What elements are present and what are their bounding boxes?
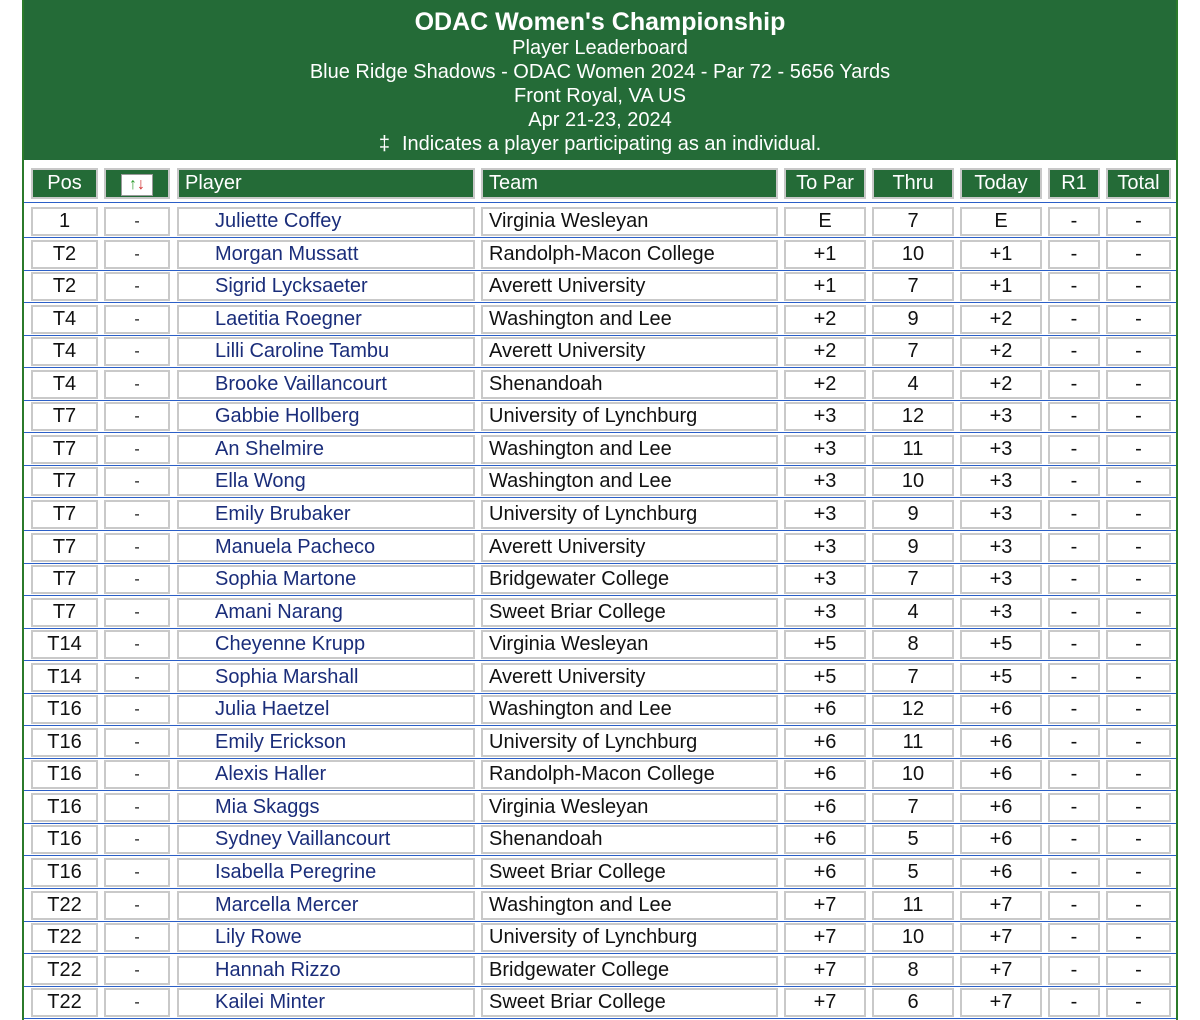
individual-note (24, 132, 1176, 156)
col-header-r1[interactable]: R1 (1048, 168, 1100, 199)
pos-cell: T2 (31, 272, 98, 301)
topar-cell: +1 (784, 272, 866, 301)
today-cell: +6 (960, 760, 1042, 789)
pos-cell: T16 (31, 858, 98, 887)
topar-cell: +7 (784, 988, 866, 1017)
pos-cell: T4 (31, 305, 98, 334)
today-cell: +7 (960, 956, 1042, 985)
pos-cell: T16 (31, 825, 98, 854)
topar-cell: +6 (784, 728, 866, 757)
thru-cell: 10 (872, 240, 954, 269)
team-cell: University of Lynchburg (481, 500, 778, 529)
player-link[interactable]: Brooke Vaillancourt (177, 370, 475, 399)
topar-cell: +5 (784, 663, 866, 692)
pos-cell: T16 (31, 760, 98, 789)
player-link[interactable]: Emily Brubaker (177, 500, 475, 529)
total-cell: - (1106, 760, 1171, 789)
pos-cell: T22 (31, 923, 98, 952)
thru-cell: 10 (872, 760, 954, 789)
col-header-trend[interactable] (104, 168, 170, 199)
team-cell: Bridgewater College (481, 956, 778, 985)
thru-cell: 10 (872, 467, 954, 496)
player-link[interactable]: Marcella Mercer (177, 891, 475, 920)
total-cell: - (1106, 272, 1171, 301)
thru-cell: 9 (872, 305, 954, 334)
row-divider (24, 237, 1176, 238)
topar-cell: +5 (784, 630, 866, 659)
team-cell: Sweet Briar College (481, 598, 778, 627)
header-divider (24, 202, 1176, 203)
r1-cell: - (1048, 467, 1100, 496)
r1-cell: - (1048, 728, 1100, 757)
today-cell: +3 (960, 467, 1042, 496)
today-cell: +7 (960, 891, 1042, 920)
r1-cell: - (1048, 240, 1100, 269)
today-cell: +6 (960, 728, 1042, 757)
player-link[interactable]: Alexis Haller (177, 760, 475, 789)
trend-cell: - (104, 956, 170, 985)
total-cell: - (1106, 305, 1171, 334)
trend-arrows-icon: ↑↓ (121, 174, 153, 196)
player-link[interactable]: Laetitia Roegner (177, 305, 475, 334)
row-divider (24, 888, 1176, 889)
trend-cell: - (104, 467, 170, 496)
trend-cell: - (104, 923, 170, 952)
topar-cell: +6 (784, 793, 866, 822)
r1-cell: - (1048, 370, 1100, 399)
team-cell: Randolph-Macon College (481, 240, 778, 269)
pos-cell: T7 (31, 500, 98, 529)
team-cell: Sweet Briar College (481, 988, 778, 1017)
total-cell: - (1106, 923, 1171, 952)
today-cell: +3 (960, 402, 1042, 431)
thru-cell: 6 (872, 988, 954, 1017)
total-cell: - (1106, 207, 1171, 236)
total-cell: - (1106, 500, 1171, 529)
total-cell: - (1106, 402, 1171, 431)
row-divider (24, 465, 1176, 466)
trend-cell: - (104, 402, 170, 431)
today-cell: +2 (960, 370, 1042, 399)
player-link[interactable]: Sigrid Lycksaeter (177, 272, 475, 301)
trend-cell: - (104, 500, 170, 529)
row-divider (24, 855, 1176, 856)
player-link[interactable]: Amani Narang (177, 598, 475, 627)
trend-cell: - (104, 533, 170, 562)
pos-cell: T7 (31, 435, 98, 464)
thru-cell: 11 (872, 728, 954, 757)
pos-cell: T22 (31, 956, 98, 985)
team-cell: Shenandoah (481, 370, 778, 399)
leaderboard-container (22, 0, 1178, 1020)
r1-cell: - (1048, 825, 1100, 854)
player-link[interactable]: Sophia Marshall (177, 663, 475, 692)
location: Front Royal, VA US (514, 85, 686, 107)
row-divider (24, 986, 1176, 987)
thru-cell: 9 (872, 500, 954, 529)
pos-cell: T16 (31, 728, 98, 757)
team-cell: Virginia Wesleyan (481, 207, 778, 236)
r1-cell: - (1048, 207, 1100, 236)
thru-cell: 12 (872, 695, 954, 724)
total-cell: - (1106, 663, 1171, 692)
topar-cell: +3 (784, 467, 866, 496)
thru-cell: 7 (872, 663, 954, 692)
pos-cell: T4 (31, 370, 98, 399)
trend-cell: - (104, 370, 170, 399)
row-divider (24, 823, 1176, 824)
player-link[interactable]: Lilli Caroline Tambu (177, 337, 475, 366)
topar-cell: +6 (784, 825, 866, 854)
pos-cell: T2 (31, 240, 98, 269)
today-cell: +3 (960, 435, 1042, 464)
team-cell: Washington and Lee (481, 467, 778, 496)
today-cell: +6 (960, 858, 1042, 887)
row-divider (24, 335, 1176, 336)
pos-cell: T22 (31, 988, 98, 1017)
topar-cell: E (784, 207, 866, 236)
topar-cell: +3 (784, 533, 866, 562)
pos-cell: T22 (31, 891, 98, 920)
team-cell: Averett University (481, 337, 778, 366)
pos-cell: 1 (31, 207, 98, 236)
today-cell: +3 (960, 500, 1042, 529)
row-divider (24, 563, 1176, 564)
player-link[interactable]: Sophia Martone (177, 565, 475, 594)
total-cell: - (1106, 988, 1171, 1017)
total-cell: - (1106, 565, 1171, 594)
topar-cell: +3 (784, 598, 866, 627)
today-cell: +3 (960, 565, 1042, 594)
total-cell: - (1106, 695, 1171, 724)
thru-cell: 5 (872, 825, 954, 854)
player-link[interactable]: Ella Wong (177, 467, 475, 496)
trend-cell: - (104, 858, 170, 887)
col-header-topar[interactable]: To Par (784, 168, 866, 199)
player-link[interactable]: Manuela Pacheco (177, 533, 475, 562)
topar-cell: +7 (784, 891, 866, 920)
player-link[interactable]: Julia Haetzel (177, 695, 475, 724)
r1-cell: - (1048, 663, 1100, 692)
trend-cell: - (104, 760, 170, 789)
today-cell: +2 (960, 337, 1042, 366)
row-divider (24, 758, 1176, 759)
r1-cell: - (1048, 337, 1100, 366)
topar-cell: +7 (784, 923, 866, 952)
r1-cell: - (1048, 793, 1100, 822)
course-info: Blue Ridge Shadows - ODAC Women 2024 - Par 72 - 5656 Yards (309, 61, 891, 83)
thru-cell: 4 (872, 370, 954, 399)
total-cell: - (1106, 533, 1171, 562)
player-link[interactable]: Hannah Rizzo (177, 956, 475, 985)
topar-cell: +2 (784, 370, 866, 399)
team-cell: Averett University (481, 272, 778, 301)
team-cell: Sweet Briar College (481, 858, 778, 887)
today-cell: +1 (960, 272, 1042, 301)
topar-cell: +2 (784, 337, 866, 366)
right-background-strip (1178, 0, 1200, 1020)
r1-cell: - (1048, 565, 1100, 594)
pos-cell: T7 (31, 565, 98, 594)
row-divider (24, 432, 1176, 433)
today-cell: +6 (960, 825, 1042, 854)
today-cell: +7 (960, 988, 1042, 1017)
row-divider (24, 367, 1176, 368)
r1-cell: - (1048, 695, 1100, 724)
player-link[interactable]: Lily Rowe (177, 923, 475, 952)
total-cell: - (1106, 728, 1171, 757)
trend-cell: - (104, 663, 170, 692)
trend-cell: - (104, 728, 170, 757)
total-cell: - (1106, 630, 1171, 659)
individual-note-text: Indicates a player participating as an individual. (401, 133, 822, 155)
team-cell: Virginia Wesleyan (481, 793, 778, 822)
player-link[interactable]: Gabbie Hollberg (177, 402, 475, 431)
today-cell: +7 (960, 923, 1042, 952)
team-cell: Washington and Lee (481, 891, 778, 920)
topar-cell: +6 (784, 858, 866, 887)
total-cell: - (1106, 240, 1171, 269)
r1-cell: - (1048, 598, 1100, 627)
leaderboard-header (24, 0, 1176, 160)
topar-cell: +1 (784, 240, 866, 269)
team-cell: University of Lynchburg (481, 728, 778, 757)
player-link[interactable]: Cheyenne Krupp (177, 630, 475, 659)
thru-cell: 11 (872, 891, 954, 920)
r1-cell: - (1048, 500, 1100, 529)
total-cell: - (1106, 858, 1171, 887)
topar-cell: +7 (784, 956, 866, 985)
thru-cell: 7 (872, 793, 954, 822)
thru-cell: 8 (872, 956, 954, 985)
topar-cell: +3 (784, 565, 866, 594)
r1-cell: - (1048, 923, 1100, 952)
total-cell: - (1106, 825, 1171, 854)
player-link[interactable]: An Shelmire (177, 435, 475, 464)
today-cell: +2 (960, 305, 1042, 334)
thru-cell: 5 (872, 858, 954, 887)
pos-cell: T16 (31, 695, 98, 724)
r1-cell: - (1048, 760, 1100, 789)
today-cell: +6 (960, 695, 1042, 724)
thru-cell: 10 (872, 923, 954, 952)
row-divider (24, 725, 1176, 726)
row-divider (24, 628, 1176, 629)
trend-cell: - (104, 891, 170, 920)
trend-cell: - (104, 272, 170, 301)
col-header-team[interactable]: Team (481, 168, 778, 199)
topar-cell: +3 (784, 402, 866, 431)
r1-cell: - (1048, 988, 1100, 1017)
leaderboard-subtitle: Player Leaderboard (512, 37, 688, 59)
trend-cell: - (104, 565, 170, 594)
team-cell: Averett University (481, 533, 778, 562)
total-cell: - (1106, 793, 1171, 822)
today-cell: E (960, 207, 1042, 236)
player-link[interactable]: Emily Erickson (177, 728, 475, 757)
player-link[interactable]: Sydney Vaillancourt (177, 825, 475, 854)
col-header-thru[interactable]: Thru (872, 168, 954, 199)
col-header-pos[interactable]: Pos (31, 168, 98, 199)
thru-cell: 7 (872, 207, 954, 236)
player-link[interactable]: Morgan Mussatt (177, 240, 475, 269)
total-cell: - (1106, 598, 1171, 627)
player-link[interactable]: Mia Skaggs (177, 793, 475, 822)
tournament-title: ODAC Women's Championship (414, 8, 786, 36)
total-cell: - (1106, 956, 1171, 985)
team-cell: University of Lynchburg (481, 923, 778, 952)
trend-cell: - (104, 207, 170, 236)
r1-cell: - (1048, 435, 1100, 464)
pos-cell: T14 (31, 630, 98, 659)
today-cell: +6 (960, 793, 1042, 822)
team-cell: Bridgewater College (481, 565, 778, 594)
team-cell: Shenandoah (481, 825, 778, 854)
team-cell: Averett University (481, 663, 778, 692)
player-link[interactable]: Kailei Minter (177, 988, 475, 1017)
team-cell: Washington and Lee (481, 305, 778, 334)
row-divider (24, 595, 1176, 596)
row-divider (24, 497, 1176, 498)
pos-cell: T7 (31, 533, 98, 562)
trend-cell: - (104, 825, 170, 854)
today-cell: +3 (960, 533, 1042, 562)
pos-cell: T16 (31, 793, 98, 822)
player-link[interactable]: Juliette Coffey (177, 207, 475, 236)
r1-cell: - (1048, 272, 1100, 301)
pos-cell: T14 (31, 663, 98, 692)
r1-cell: - (1048, 305, 1100, 334)
thru-cell: 12 (872, 402, 954, 431)
trend-cell: - (104, 240, 170, 269)
team-cell: Virginia Wesleyan (481, 630, 778, 659)
today-cell: +1 (960, 240, 1042, 269)
team-cell: University of Lynchburg (481, 402, 778, 431)
topar-cell: +3 (784, 435, 866, 464)
trend-cell: - (104, 337, 170, 366)
total-cell: - (1106, 337, 1171, 366)
row-divider (24, 1018, 1176, 1019)
row-divider (24, 921, 1176, 922)
row-divider (24, 270, 1176, 271)
pos-cell: T7 (31, 598, 98, 627)
trend-cell: - (104, 630, 170, 659)
col-header-today[interactable]: Today (960, 168, 1042, 199)
total-cell: - (1106, 435, 1171, 464)
total-cell: - (1106, 891, 1171, 920)
r1-cell: - (1048, 956, 1100, 985)
row-divider (24, 953, 1176, 954)
col-header-total[interactable]: Total (1106, 168, 1171, 199)
thru-cell: 7 (872, 565, 954, 594)
today-cell: +5 (960, 663, 1042, 692)
r1-cell: - (1048, 533, 1100, 562)
trend-cell: - (104, 305, 170, 334)
team-cell: Washington and Lee (481, 695, 778, 724)
dates: Apr 21-23, 2024 (528, 109, 672, 131)
trend-cell: - (104, 988, 170, 1017)
topar-cell: +2 (784, 305, 866, 334)
thru-cell: 11 (872, 435, 954, 464)
r1-cell: - (1048, 630, 1100, 659)
row-divider (24, 400, 1176, 401)
dagger-symbol: ‡ (378, 133, 390, 155)
row-divider (24, 790, 1176, 791)
col-header-player[interactable]: Player (177, 168, 475, 199)
trend-cell: - (104, 598, 170, 627)
left-background-strip (0, 0, 22, 1020)
team-cell: Randolph-Macon College (481, 760, 778, 789)
trend-cell: - (104, 793, 170, 822)
thru-cell: 7 (872, 272, 954, 301)
row-divider (24, 693, 1176, 694)
topar-cell: +6 (784, 695, 866, 724)
pos-cell: T7 (31, 467, 98, 496)
total-cell: - (1106, 467, 1171, 496)
today-cell: +5 (960, 630, 1042, 659)
pos-cell: T7 (31, 402, 98, 431)
team-cell: Washington and Lee (481, 435, 778, 464)
pos-cell: T4 (31, 337, 98, 366)
thru-cell: 7 (872, 337, 954, 366)
trend-cell: - (104, 695, 170, 724)
thru-cell: 8 (872, 630, 954, 659)
row-divider (24, 302, 1176, 303)
today-cell: +3 (960, 598, 1042, 627)
r1-cell: - (1048, 402, 1100, 431)
row-divider (24, 660, 1176, 661)
trend-cell: - (104, 435, 170, 464)
topar-cell: +6 (784, 760, 866, 789)
player-link[interactable]: Isabella Peregrine (177, 858, 475, 887)
r1-cell: - (1048, 891, 1100, 920)
row-divider (24, 530, 1176, 531)
topar-cell: +3 (784, 500, 866, 529)
r1-cell: - (1048, 858, 1100, 887)
thru-cell: 4 (872, 598, 954, 627)
thru-cell: 9 (872, 533, 954, 562)
total-cell: - (1106, 370, 1171, 399)
